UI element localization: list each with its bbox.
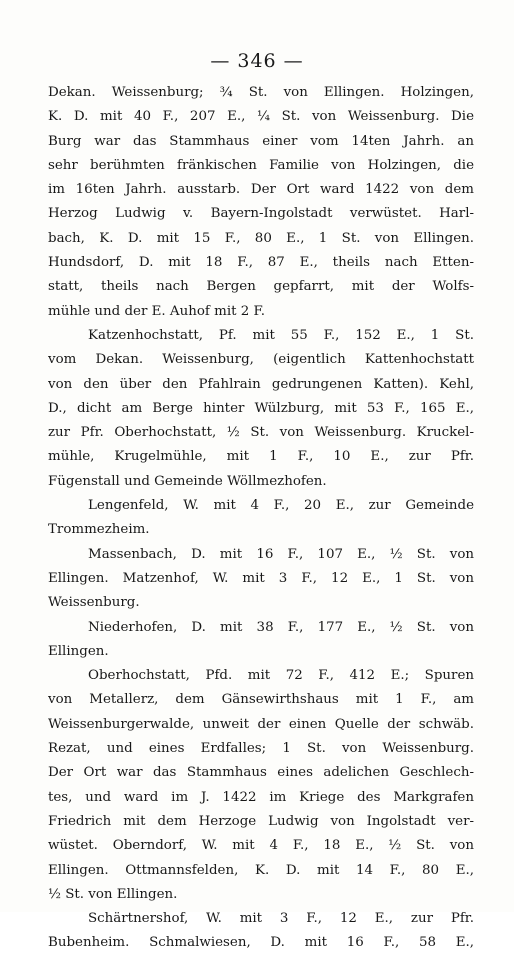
text-line: Herzog Ludwig v. Bayern-Ingolstadt verwüstet. Harl-: [48, 206, 474, 222]
text-line: Ellingen. Ottmannsfelden, K. D. mit 14 F., 80 E.,: [48, 862, 474, 878]
text-line: vom Dekan. Weissenburg, (eigentlich Kattenhochstatt: [48, 352, 474, 368]
text-line: Oberhochstatt, Pfd. mit 72 F., 412 E.; Spuren: [88, 668, 474, 684]
text-line: D., dicht am Berge hinter Wülzburg, mit 53 F., 165 E.,: [48, 400, 474, 416]
text-line: von den über den Pfahlrain gedrungenen Katten). Kehl,: [48, 376, 474, 392]
text-line: sehr berühmten fränkischen Familie von Holzingen, die: [48, 157, 474, 173]
text-line: Ellingen.: [48, 643, 109, 659]
text-line: Ellingen. Matzenhof, W. mit 3 F., 12 E., 1 St. von: [48, 570, 474, 586]
text-line: ½ St. von Ellingen.: [48, 886, 178, 902]
text-line: bach, K. D. mit 15 F., 80 E., 1 St. von Ellingen.: [48, 230, 474, 246]
text-line: Lengenfeld, W. mit 4 F., 20 E., zur Gemeinde: [88, 498, 474, 514]
text-line: K. D. mit 40 F., 207 E., ¼ St. von Weissenburg. Die: [48, 109, 474, 125]
text-line: Rezat, und eines Erdfalles; 1 St. von Weissenburg.: [48, 741, 474, 757]
text-line: Friedrich mit dem Herzoge Ludwig von Ingolstadt ver-: [48, 813, 474, 829]
text-line: Trommezheim.: [48, 522, 150, 538]
text-line: Hundsdorf, D. mit 18 F., 87 E., theils nach Etten-: [48, 255, 474, 271]
text-line: Weissenburg.: [48, 595, 140, 611]
page-number: — 346 —: [210, 50, 304, 72]
text-line: wüstet. Oberndorf, W. mit 4 F., 18 E., ½ St. von: [48, 838, 474, 854]
text-line: im 16ten Jahrh. ausstarb. Der Ort ward 1422 von dem: [48, 182, 474, 198]
text-line: statt, theils nach Bergen gepfarrt, mit der Wolfs-: [48, 279, 474, 295]
text-line: Fügenstall und Gemeinde Wöllmezhofen.: [48, 473, 327, 489]
text-line: tes, und ward im J. 1422 im Kriege des Markgrafen: [48, 789, 474, 805]
text-line: mühle, Krugelmühle, mit 1 F., 10 E., zur Pfr.: [48, 449, 474, 465]
text-line: Katzenhochstatt, Pf. mit 55 F., 152 E., 1 St.: [88, 327, 474, 343]
text-line: zur Pfr. Oberhochstatt, ½ St. von Weissenburg. Kruckel-: [48, 425, 474, 441]
text-line: mühle und der E. Auhof mit 2 F.: [48, 303, 265, 319]
text-line: Dekan. Weissenburg; ¾ St. von Ellingen. Holzingen,: [48, 85, 474, 100]
text-line: Schärtnershof, W. mit 3 F., 12 E., zur Pfr.: [88, 911, 474, 927]
text-line: Niederhofen, D. mit 38 F., 177 E., ½ St. von: [88, 619, 474, 635]
text-line: Der Ort war das Stammhaus eines adelichen Geschlech-: [48, 765, 474, 781]
text-line: Burg war das Stammhaus einer vom 14ten Jahrh. an: [48, 133, 474, 149]
text-line: von Metallerz, dem Gänsewirthshaus mit 1 F., am: [48, 692, 474, 708]
body-text: [48, 81, 474, 956]
text-line: Massenbach, D. mit 16 F., 107 E., ½ St. von: [88, 546, 474, 562]
text-line: Bubenheim. Schmalwiesen, D. mit 16 F., 58 E.,: [48, 935, 474, 951]
text-line: Weissenburgerwalde, unweit der einen Quelle der schwäb.: [48, 716, 474, 732]
